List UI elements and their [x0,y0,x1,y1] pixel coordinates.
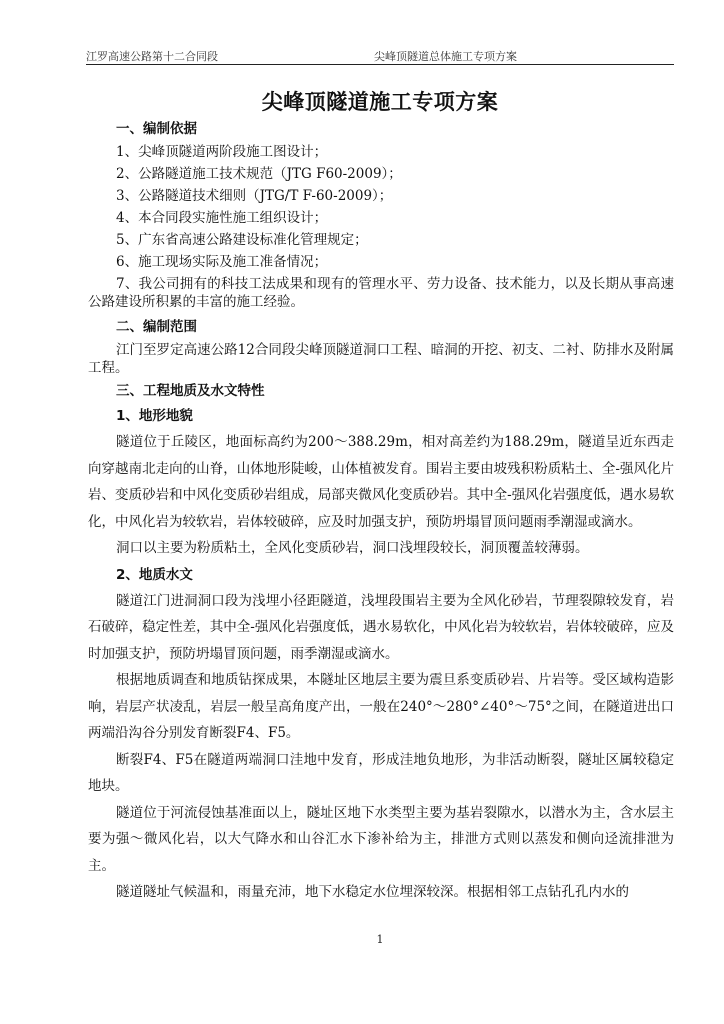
section-heading-geology: 三、工程地质及水文特性 [116,383,265,399]
document-title: 尖峰顶隧道施工专项方案 [261,90,499,114]
subsection-heading-hydrology: 2、地质水文 [116,566,193,583]
groundwater-paragraph: 隧道位于河流侵蚀基准面以上，隧址区地下水类型主要为基岩裂隙水，以潜水为主，含水层主要为强～微风化岩，以大气降水和山谷汇水下渗补给为主，排泄方式则以蒸发和侧向迳流排泄为主。 [88,804,674,874]
strata-paragraph: 根据地质调查和地质钻探成果，本隧址区地层主要为震旦系变质砂岩、片岩等。受区域构造影响，岩层产状凌乱，岩层一般呈高角度产出，一般在240°～280°∠40°～75°之间，在隧道进出口两端沿沟谷分别发育断裂F4、F5。 [88,672,674,741]
header-document-name: 尖峰顶隧道总体施工专项方案 [374,50,517,63]
section-heading-scope: 二、编制范围 [116,319,197,335]
scope-paragraph: 江门至罗定高速公路12合同段尖峰顶隧道洞口工程、暗洞的开挖、初支、二衬、防排水及附属工程。 [88,342,674,376]
list-item: 2、公路隧道施工技术规范（JTG F60-2009）； [116,166,402,182]
list-item-paragraph: 7、我公司拥有的科技工法成果和现有的管理水平、劳力设备、技术能力，以及长期从事高速公路建设所积累的丰富的施工经验。 [88,276,674,310]
climate-paragraph: 隧道隧址气候温和，雨量充沛，地下水稳定水位埋深较深。根据相邻工点钻孔孔内水的 [116,884,629,900]
header-project-name: 江罗高速公路第十二合同段 [86,50,218,63]
list-item: 4、本合同段实施性施工组织设计； [116,210,328,226]
list-item: 6、施工现场实际及施工准备情况； [116,254,328,270]
list-item: 5、广东省高速公路建设标准化管理规定； [116,232,368,248]
terrain-paragraph: 隧道位于丘陵区，地面标高约为200～388.29m，相对高差约为188.29m，隧道呈近东西走向穿越南北走向的山脊，山体地形陡峻，山体植被发育。围岩主要由坡残积粉质粘土、全-强风化片岩、变质砂岩和中风化变质砂岩组成，局部夹微风化变质砂岩。其中全-强风化岩强度低，遇水易软化，中风化岩为较软岩，岩体较破碎，应及时加强支护，预防坍塌冒顶问题雨季潮湿或滴水。 [88,434,674,530]
subsection-heading-terrain: 1、地形地貌 [116,408,193,424]
list-item: 1、尖峰顶隧道两阶段施工图设计； [116,144,328,160]
section-heading-basis: 一、编制依据 [116,121,197,137]
list-item: 3、公路隧道技术细则（JTG/T F-60-2009）； [116,188,393,204]
document-body [88,118,674,906]
page-number: 1 [376,933,384,946]
hydrology-paragraph: 隧道江门进洞洞口段为浅埋小径距隧道，浅埋段围岩主要为全风化砂岩，节理裂隙较发育，岩石破碎，稳定性差，其中全-强风化岩强度低，遇水易软化，中风化岩为较软岩，岩体较破碎，应及时加强支护，预防坍塌冒顶问题，雨季潮湿或滴水。 [88,592,674,662]
page-header [86,44,674,65]
fault-paragraph: 断裂F4、F5在隧道两端洞口洼地中发育，形成洼地负地形，为非活动断裂，隧址区属较稳定地块。 [88,751,674,794]
portal-paragraph: 洞口以主要为粉质粘土，全风化变质砂岩，洞口浅埋段较长，洞顶覆盖较薄弱。 [116,540,589,556]
